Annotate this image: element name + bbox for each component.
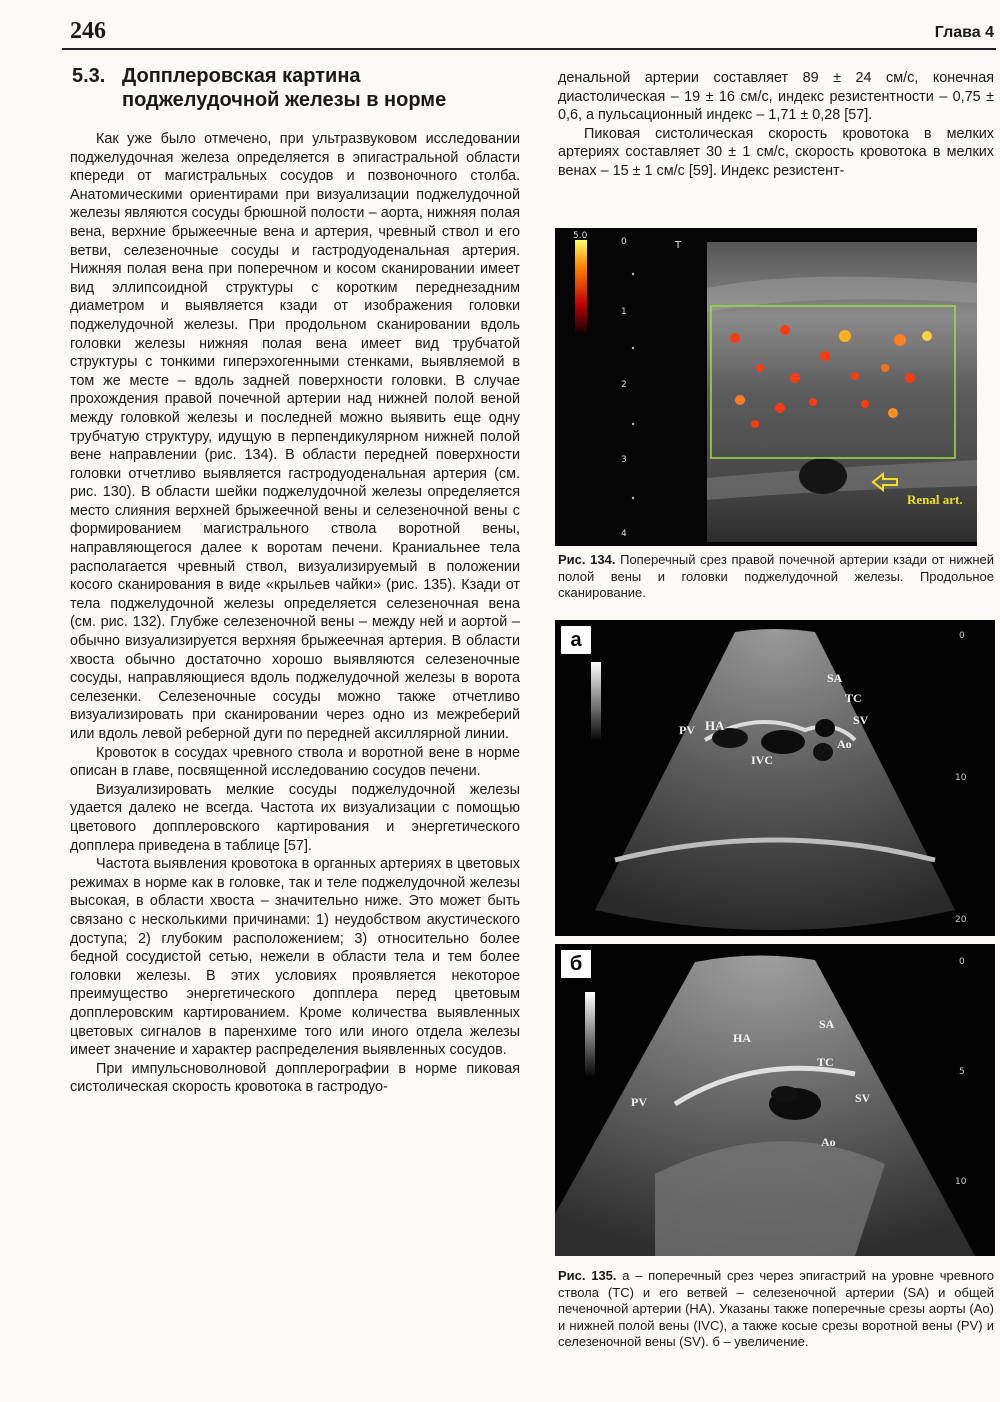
paragraph: Пиковая систолическая скорость кровотока в мелких артериях составляет 30 ± 1 см/с, скорость кровотока в мелких венах – 15 ± 1 см/с [59]. Индекс резистент- xyxy=(558,125,994,179)
label-tc: TC xyxy=(817,1055,834,1069)
figure-135b-svg xyxy=(555,944,995,1256)
depth-tick-label: 1 xyxy=(621,307,627,317)
depth-tick-label: 20 xyxy=(955,915,967,925)
paragraph: При импульсноволновой допплерографии в норме пиковая систолическая скорость кровотока в гастродуо- xyxy=(70,1060,520,1096)
figure-134-caption xyxy=(558,552,994,602)
label-ao: Ao xyxy=(837,737,852,751)
depth-tick-label: 2 xyxy=(621,380,627,390)
paragraph: Частота выявления кровотока в органных артериях в цветовых режимах в норме как в головке, так и теле поджелудочной железы высокая, в области хвоста – значительно ниже. Это может быть связано с несколькими причинами: 1) неудобством акустического доступа; 2) глубоким расположением; 3) относительно более бедной сосудистой сетью, нежели в области тела и тем более головки железы. В этих условиях проявляется некоторое преимущество энергетического допплера перед цветовым допплеровским картированием. Кроме количества выявленных цветовых сигналов в паренхиме того или иного отдела железы имеет значение и характер распределения выявленных сосудов. xyxy=(70,856,520,1059)
label-sa: SA xyxy=(827,671,843,685)
caption-text: а – поперечный срез через эпигастрий на уровне чревного ствола (TC) и его ветвей – селезеночной артерии (SA) и общей печеночной артерии (HA). Указаны также поперечные срезы аорты (Ao) и нижней полой вены (IVC), а также косые срезы воротной вены (PV) и селезеночной вены (SV). б – увеличение. xyxy=(558,1268,994,1349)
label-ha: HA xyxy=(733,1031,751,1045)
page-header xyxy=(62,16,996,50)
paragraph: Визуализировать мелкие сосуды поджелудочной железы удается далеко не всегда. Частота их визуализации с помощью цветового допплеровского картирования и энергетического допплера приведена в таблице [57]. xyxy=(70,781,520,854)
depth-tick-label: 10 xyxy=(955,773,967,783)
caption-label: Рис. 134. xyxy=(558,552,616,567)
section-title-line2: поджелудочной железы в норме xyxy=(122,89,447,111)
figure-134-doppler-image xyxy=(555,228,977,546)
panel-label-a: а xyxy=(561,626,591,654)
depth-tick-label: 5 xyxy=(959,1067,965,1077)
paragraph: Кровоток в сосудах чревного ствола и воротной вене в норме описан в главе, посвященной исследованию сосудов печени. xyxy=(70,744,520,780)
figure-135b-ultrasound xyxy=(555,944,995,1256)
page-number: 246 xyxy=(70,18,106,44)
depth-tick-label: 10 xyxy=(955,1177,967,1187)
paragraph: Как уже было отмечено, при ультразвуковом исследовании поджелудочная железа определяется в эпигастральной области кпереди от магистральных сосудов и позвоночного столба. Анатомическими ориентирами при визуализации поджелудочной железы являются сосуды брюшной полости – аорта, нижняя полая вена, верхние брыжеечные вена и артерия, чревный ствол и его ветви, селезеночные сосуды и гастродуоденальная артерия. Нижняя полая вена при поперечном и косом сканировании имеет вид эллипсоидной структуры с коротким переднезадним диаметром и выявляется кзади от изображения головки поджелудочной железы. При продольном сканировании вдоль головки железы нижняя полая вена имеет вид трубчатой структуры с тонкими гиперэхогенными стенками, выявляемой в том же месте – вдоль задней поверхности головки. В случае прохождения правой почечной артерии над нижней полой веной между головкой железы и последней можно выявить еще одну трубчатую структуру, идущую в перпендикулярном нижней полой вене направлении (рис. 134). В области передней поверхности головки отчетливо выявляется гастродуоденальная артерия (см. рис. 130). В области шейки поджелудочной железы определяется место слияния верхней брыжеечной вены и селезеночной вены с формированием магистрального ствола воротной вены, направляющегося далее к воротам печени. Краниальнее тела располагается чревный ствол, визуализируемый в положении косого сканирования в виде «крыльев чайки» (рис. 135). Кзади от тела поджелудочной железы определяется селезеночная вена (см. рис. 132). Глубже селезеночной вены – между ней и аортой – обычно визуализируется верхняя брыжеечная артерия. В области хвоста обычно достаточно хорошо выявляются селезеночные сосуды, направляющиеся вдоль поджелудочной железы в ворота селезенки. Селезеночные сосуды можно также отчетливо визуализировать при сканировании через одно из межреберий или вдоль левой реберной дуги по передней аксиллярной линии. xyxy=(70,131,520,742)
figure-135-caption xyxy=(558,1268,994,1351)
grayscale-bar xyxy=(585,992,595,1078)
scale-top-value: 5.0 xyxy=(573,231,588,241)
depth-tick-label: 4 xyxy=(621,529,627,539)
label-ao: Ao xyxy=(821,1135,836,1149)
transducer-marker: T xyxy=(675,240,682,251)
figure-135a-ultrasound xyxy=(555,620,995,936)
caption-text: Поперечный срез правой почечной артерии кзади от нижней полой вены и головки поджелудочной железы. Продольное сканирование. xyxy=(558,552,994,600)
renal-artery-label: Renal art. xyxy=(907,492,963,507)
figure-135a-svg xyxy=(555,620,995,936)
renal-artery-cross-section xyxy=(799,458,847,494)
depth-tick-label: 0 xyxy=(959,957,965,967)
label-sv: SV xyxy=(853,713,869,727)
section-title-line1: Допплеровская картина xyxy=(122,65,361,87)
label-ivc: IVC xyxy=(751,753,774,767)
label-pv: PV xyxy=(631,1095,647,1109)
depth-tick-label: 3 xyxy=(621,455,627,465)
section-title xyxy=(72,64,532,112)
label-ha: HA xyxy=(705,718,725,733)
depth-tick-label: 0 xyxy=(621,237,627,247)
right-column-text xyxy=(558,69,994,181)
panel-label-b: б xyxy=(561,950,591,978)
figure-134-svg xyxy=(555,228,977,546)
chapter-label: Глава 4 xyxy=(934,24,994,41)
caption-label: Рис. 135. xyxy=(558,1268,617,1283)
label-pv: PV xyxy=(679,723,695,737)
depth-tick-label: 0 xyxy=(959,631,965,641)
grayscale-bar xyxy=(591,662,601,742)
section-number: 5.3. xyxy=(72,65,106,87)
left-column xyxy=(70,130,520,1097)
paragraph: денальной артерии составляет 89 ± 24 см/с, конечная диастолическая – 19 ± 16 см/с, индекс резистентности – 0,75 ± 0,6, а пульсационный индекс – 1,71 ± 0,28 [57]. xyxy=(558,70,994,124)
label-tc: TC xyxy=(845,691,862,705)
label-sv: SV xyxy=(855,1091,871,1105)
color-scale-bar xyxy=(575,240,587,332)
label-sa: SA xyxy=(819,1017,835,1031)
